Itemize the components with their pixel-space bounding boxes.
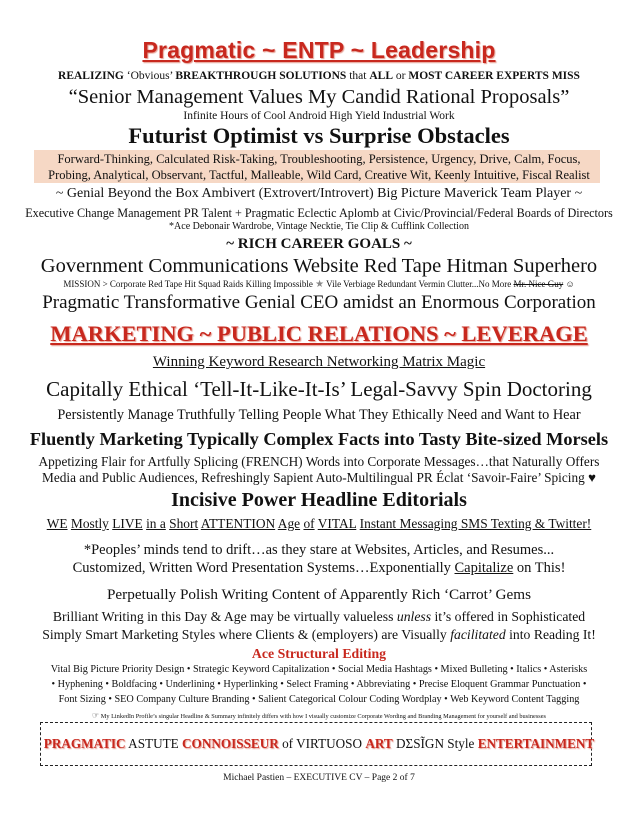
editorials-heading: Incisive Power Headline Editorials [171,489,467,511]
brilliant-end: it’s offered in Sophisticated [434,609,586,624]
realizing-word: REALIZING [58,70,124,82]
pointer-icon: ☞ [92,711,100,720]
mostly-word: Mostly [70,516,109,531]
or-word: or [395,70,406,82]
page-footer: Michael Pastien – EXECUTIVE CV – Page 2 of 7 [223,773,415,783]
persist-line: Persistently Manage Truthfully Telling People What They Ethically Need and Want to Hear [57,407,581,423]
that-word: that [349,70,367,82]
capitalize-word: Capitalize [454,560,514,576]
appetizing-text: Media and Public Audiences, Refreshingly Sapient Auto-Multilingual PR Éclat ‘Savoir-Faire’ Spicing [42,470,585,485]
gov-line: Government Communications Website Red Tape Hitman Superhero [40,255,598,277]
strike-text: Mr. Nice Guy [513,279,564,289]
appetizing-line-2 [0,470,638,486]
peoples-text: Customized, Written Word Presentation Systems…Exponentially [72,560,451,576]
pragmatic-word: PRAGMATIC [43,736,126,751]
keyword-line: Winning Keyword Research Networking Matrix Magic [152,354,486,370]
linkedin-text: My LinkedIn Profile’s singular Headline & Summary infinitely differs with how I visually customize Corporate Wording and Branding Management for yourself and businesses [100,713,546,720]
age-word: Age [277,516,301,531]
mission-text-2: Vile Verbiage Redundant Vermin Clutter...No More [326,279,512,289]
mission-line [0,279,638,290]
of-word: of [303,516,315,531]
futurist-heading: Futurist Optimist vs Surprise Obstacles [128,123,510,148]
entertainment-word: ENTERTAINMENT [477,736,595,751]
banner-line [0,736,638,752]
brilliant-text-2: Simply Smart Marketing Styles where Clients & (employers) are Visually [42,627,447,642]
experts-word: MOST CAREER EXPERTS MISS [408,70,580,82]
polish-line: Perpetually Polish Writing Content of Apparently Rich ‘Carrot’ Gems [106,586,531,603]
of-banner-word: of [282,736,294,751]
appetizing-line-1: Appetizing Flair for Artfully Splicing (FRENCH) Words into Corporate Messages…that Naturally Offers [38,454,600,469]
structural-line-1: Vital Big Picture Priority Design • Strategic Keyword Capitalization • Social Media Hashtags • Mixed Bulleting • Italics • Asterisks [50,664,588,675]
genial-line: ~ Genial Beyond the Box Ambivert (Extrovert/Introvert) Big Picture Maverick Team Player ~ [55,186,583,201]
brilliant-end-2: into Reading It! [509,627,596,642]
ceo-line: Pragmatic Transformative Genial CEO amidst an Enormous Corporation [42,292,596,313]
design-word: DΣSĨGN Style [396,736,475,751]
star-icon: ★ [315,279,325,290]
short-word: Short [169,516,199,531]
mission-text: MISSION > Corporate Red Tape Hit Squad Raids Killing Impossible [63,279,313,289]
astute-word: ASTUTE [128,736,179,751]
exec-line: Executive Change Management PR Talent + Pragmatic Eclectic Aplomb at Civic/Provincial/Federal Boards of Directors [25,206,613,220]
ina-word: in a [146,516,166,531]
brilliant-line-1 [0,609,638,625]
we-line [0,516,638,532]
goals-heading: ~ RICH CAREER GOALS ~ [226,236,412,252]
quote-line: “Senior Management Values My Candid Rational Proposals” [68,86,570,108]
smile-icon: ☺ [565,279,575,289]
peoples-end: on This! [516,560,566,576]
heart-icon: ♥ [588,470,596,485]
traits-line-2: Probing, Analytical, Observant, Tactful, Malleable, Wild Card, Creative Wit, Keenly Intuitive, Fiscal Realist [48,168,590,182]
structural-heading: Ace Structural Editing [251,646,387,661]
live-word: LIVE [112,516,143,531]
brilliant-text: Brilliant Writing in this Day & Age may be virtually valueless [52,609,394,624]
traits-line-1: Forward-Thinking, Calculated Risk-Taking, Troubleshooting, Persistence, Urgency, Drive, Calm, Focus, [57,152,581,166]
art-word: ART [365,736,393,751]
facilitated-word: facilitated [450,627,506,642]
we-word: WE [46,516,68,531]
page-title [0,37,638,64]
ace-line: *Ace Debonair Wardrobe, Vintage Necktie, Tie Clip & Cufflink Collection [169,221,469,232]
structural-line-2: • Hyphening • Boldfacing • Underlining • Hyperlinking • Select Framing • Abbreviating • Precise Eloquent Grammar Punctuation • [51,679,587,690]
title-text: Pragmatic ~ ENTP ~ Leadership [142,37,496,63]
messaging-word: Instant Messaging SMS Texting & Twitter! [359,516,592,531]
brilliant-line-2 [0,627,638,643]
realizing-line [0,70,638,82]
all-word: ALL [369,70,393,82]
fluent-line: Fluently Marketing Typically Complex Facts into Tasty Bite-sized Morsels [29,429,609,449]
attention-word: ATTENTION [200,516,276,531]
linkedin-line [0,711,638,720]
ethical-line: Capitally Ethical ‘Tell-It-Like-It-Is’ Legal-Savvy Spin Doctoring [46,377,592,401]
virtuoso-word: VIRTUOSO [296,736,363,751]
unless-word: unless [396,609,432,624]
subtitle-line: Infinite Hours of Cool Android High Yield Industrial Work [183,110,455,122]
peoples-line-2 [0,560,638,577]
breakthrough-word: BREAKTHROUGH SOLUTIONS [175,70,347,82]
marketing-heading: MARKETING ~ PUBLIC RELATIONS ~ LEVERAGE [50,321,588,346]
vital-word: VITAL [317,516,357,531]
obvious-word: ‘Obvious’ [126,70,173,82]
peoples-line-1: *Peoples’ minds tend to drift…as they stare at Websites, Articles, and Resumes... [83,542,555,558]
structural-line-3: Font Sizing • SEO Company Culture Branding • Salient Categorical Colour Coding Wordplay • Web Keyword Content Tagging [58,694,580,705]
connoisseur-word: CONNOISSEUR [182,736,279,751]
